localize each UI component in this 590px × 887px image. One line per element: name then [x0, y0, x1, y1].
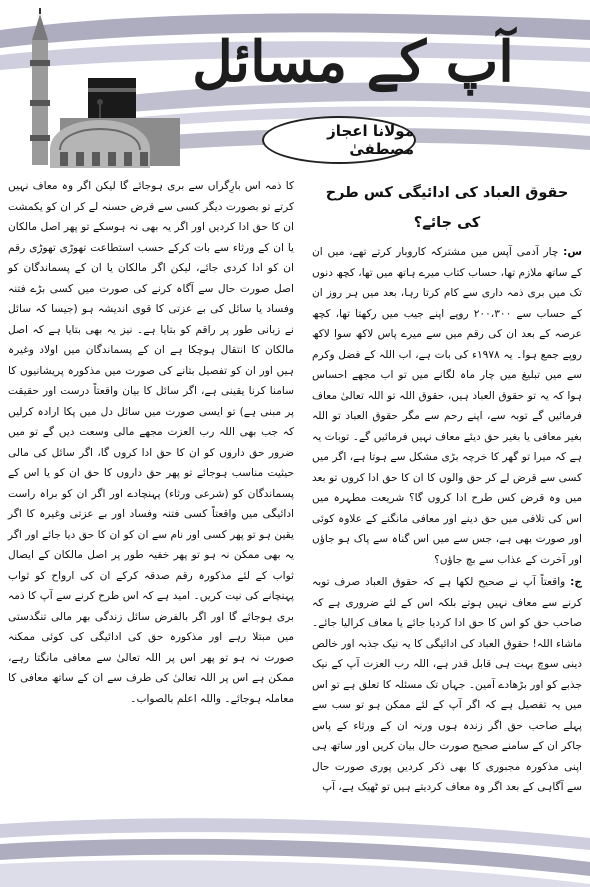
answer-continuation: کا ذمہ اس بارِگراں سے بری ہوجائے گا لیکن اگر وہ معاف نہیں کرتے تو بصورت دیگر کسی سے قرض حسنہ لے کر ان کو یکمشت ان کا حق ادا کردیں اور اگر یہ بھی نہ ہوسکے تو پھر اصل مالکان یا ان کے ورثاء سے بات کرکے حسب استطاعت تھوڑی تھوڑی رقم ان کو ادا کردی جائے، لیکن اگر مالکان یا ان کے پسماندگان کو اصل صورت حال سے آگاہ کرنے کی صورت میں کسی بڑے فتنہ وفساد یا سائل کی بے عزتی کا قوی اندیشہ ہو (جیسا کہ سائل نے زبانی طور پر راقم کو بتایا ہے۔ نیز یہ بھی بتایا ہے کہ اصل مالکان کا انتقال ہوچکا ہے ان کے پسماندگان میں اولاد وغیرہ ہیں اور ان کو تفصیل بتانے کی صورت میں مذکورہ پریشانیوں کا سامنا کرنا یقینی ہے، اگر سائل کا بیان واقعتاً درست اور حقیقت پر مبنی ہے) تو ایسی صورت میں سائل دل میں پکا ارادہ کرلیں کہ جب بھی اللہ رب العزت مجھے مالی وسعت دیں گے تو میں ضرور حق داروں کو ان کا حق ادا کروں گا، اگر سائل کی مالی حیثیت مناسب ہوجائے تو پھر حق داروں کا حق ان کو یا اس کے پسماندگان کو (شرعی ورثاء) پہنچادے اور اگر ان کو براہ راست ادائیگی میں واقعتاً کسی فتنہ وفساد اور بے عزتی وغیرہ کا اگر یقین ہو تو پھر کسی اور نام سے ان کو ان کا حق دیا جائے اور اگر یہ بھی ممکن نہ ہو تو پھر خفیہ طور پر اصل مالکان کے ایصال ثواب کے لئے مذکورہ رقم صدقہ کرکے ان کی ارواح کو ثواب پہنچانے کی نیت کریں۔ امید ہے کہ اس طرح کرنے سے آپ کا ذمہ بری ہوجائے گا اور اگر بالفرض سائل زندگی بھر مالی تنگدستی میں مبتلا رہے اور مذکورہ حق کی ادائیگی کی کوئی ممکنہ صورت نہ ہو تو پھر اس پر اللہ تعالیٰ سے معافی مانگتا رہے، ممکن ہے اس پر اللہ تعالیٰ کی طرف سے ان کے ساتھ معافی کا معاملہ ہوجائے۔ واللہ اعلم بالصواب۔	[8, 180, 294, 705]
answer-label: ج:	[570, 576, 582, 588]
author-byline-badge	[262, 116, 416, 164]
masthead	[0, 0, 590, 172]
question-label: س:	[563, 246, 582, 258]
article-headline: حقوق العباد کی ادائیگی کس طرح کی جائے؟	[325, 185, 569, 231]
question-paragraph	[312, 242, 582, 570]
answer-text: واقعتاً آپ نے صحیح لکھا ہے کہ حقوق العباد صرف توبہ کرنے سے معاف نہیں ہوتے بلکہ اس کے لئے ضروری ہے کہ صاحب حق کو اس کا حق ادا کردیا جائے یا معاف کرالیا جائے۔ ماشاء اللہ! حقوق العباد کی ادائیگی کا یہ نیک جذبہ اور خالص دینی سوچ بہت ہی قابل قدر ہے، اللہ رب العزت آپ کے نیک جذبے کو اور بڑھادے آمین۔ جہاں تک مسئلہ کا تعلق ہے تو اس میں یہ تفصیل ہے کہ اگر آپ کے لئے ممکن ہو تو سب سے پہلے صاحب حق اگر زندہ ہوں ورنہ ان کے ورثاء کے پاس جاکر ان کے سامنے صحیح صورت حال بیان کریں اور ساتھ ہی اپنی مذکورہ مجبوری کا بھی ذکر کردیں پوری صورت حال سے آگاہی کے بعد اگر وہ معاف کردیتے ہیں تو ٹھیک ہے، آپ	[312, 576, 582, 793]
question-text: چار آدمی آپس میں مشترکہ کاروبار کرتے تھے، میں ان کے ساتھ ملازم تھا، حساب کتاب میرے ہاتھ میں تھا، کچھ دنوں تک میں بری ذمہ داری سے کام کرتا رہا، بعد میں ہر روز ان کے حساب سے ۲۰۰،۳۰۰ روپے اپنے جیب میں رکھتا تھا، کچھ عرصہ کے بعد ان کی رقم میں سے میرے پاس لاکھ سوا لاکھ روپے جمع ہوا۔ یہ ۱۹۷۸ء کی بات ہے، اب اللہ کے فضل وکرم سے میں تبلیغ میں چار ماہ لگانے میں تو اب مجھے احساس ہوا کہ یہ تو حقوق العباد ہیں، حقوق اللہ تو اللہ تعالیٰ معاف فرمائیں گے توبہ سے، اپنے رحم سے مگر حقوق العباد تو اللہ بغیر معافی یا بغیر حق دیئے معاف نہیں فرمائیں گے۔ توبات یہ ہے کہ میرا تو گھر کا خرچہ بڑی مشکل سے ہوتا ہے، اگر میں کسی سے قرض لے کر حق والوں کا ان کا حق ادا کروں تو بعد میں وہ قرض کس طرح ادا کروں گا؟ شریعت مطہرہ میں اس کی تلافی میں حق دینے اور معافی مانگنے کے علاوہ کوئی اور صورت بھی ہے، جس سے میں اس گناہ سے پاک ہو جاؤں اور آخرت کے عذاب سے بچ جاؤں؟	[312, 246, 583, 566]
footer-decoration	[0, 804, 590, 887]
author-name: مولانا اعجاز مصطفیٰ	[327, 122, 414, 158]
footer-stripes	[0, 804, 590, 887]
masthead-title: آپ کے مسائل	[192, 29, 514, 95]
article-column-right	[312, 176, 582, 798]
article-column-left	[8, 176, 294, 709]
answer-paragraph	[312, 572, 582, 798]
